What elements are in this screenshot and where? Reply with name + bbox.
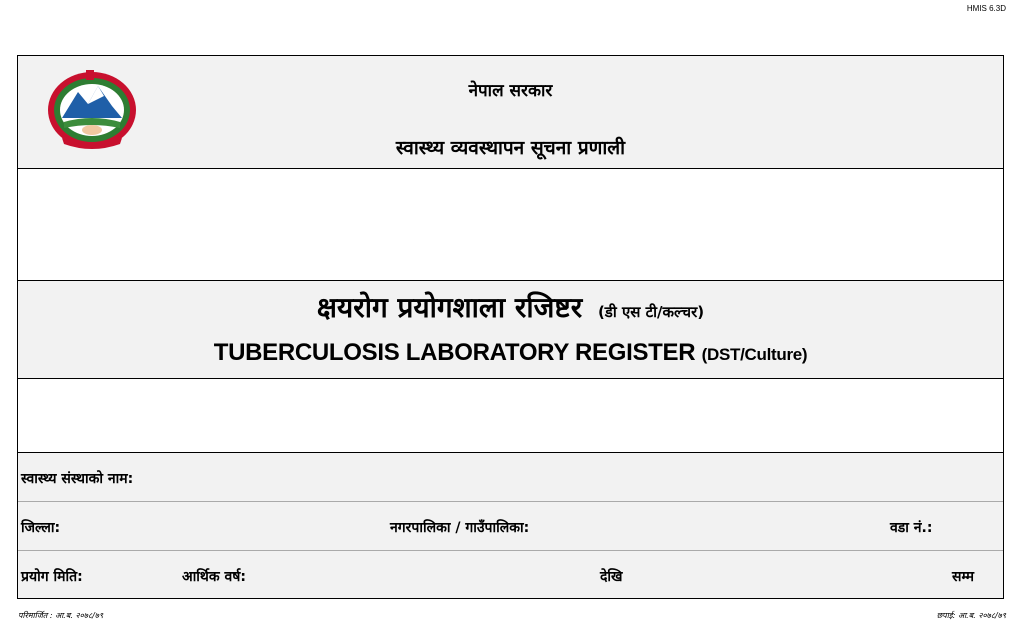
register-title-nepali: [18, 288, 1003, 326]
register-title-nepali-text: क्षयरोग प्रयोगशाला रजिष्टर: [316, 291, 583, 324]
fiscal-year-label: आर्थिक वर्ष:: [182, 569, 246, 585]
form-code: HMIS 6.3D: [966, 4, 1006, 13]
facility-row: [18, 453, 1003, 502]
to-label: सम्म: [952, 569, 975, 585]
blank-band-middle: [18, 379, 1003, 453]
municipality-label: नगरपालिका / गाउँपालिका:: [390, 520, 530, 536]
revised-note: परिमार्जित : आ.ब. २०७८/७९: [18, 611, 104, 620]
period-row: [18, 551, 1003, 598]
usage-date-label: प्रयोग मिति:: [21, 569, 83, 585]
register-title-english-text: TUBERCULOSIS LABORATORY REGISTER: [213, 339, 696, 366]
government-title: नेपाल सरकार: [468, 81, 553, 101]
register-title-english-suffix: (DST/Culture): [701, 345, 808, 364]
facility-name-label: स्वास्थ्य संस्थाको नाम:: [21, 471, 134, 487]
printed-note: छपाई: आ.ब. २०७८/७९: [936, 611, 1006, 620]
header-band: [18, 56, 1003, 169]
register-title-nepali-suffix: (डी एस टी/कल्चर): [597, 303, 705, 321]
district-label: जिल्ला:: [21, 520, 61, 536]
register-cover: [17, 55, 1004, 599]
register-title-english: [18, 339, 1003, 367]
from-label: देखि: [600, 569, 623, 585]
ward-number-label: वडा नं.:: [890, 520, 933, 536]
title-band: [18, 281, 1003, 379]
blank-band-top: [18, 169, 1003, 281]
location-row: [18, 502, 1003, 551]
system-title: स्वास्थ्य व्यवस्थापन सूचना प्रणाली: [395, 137, 626, 159]
